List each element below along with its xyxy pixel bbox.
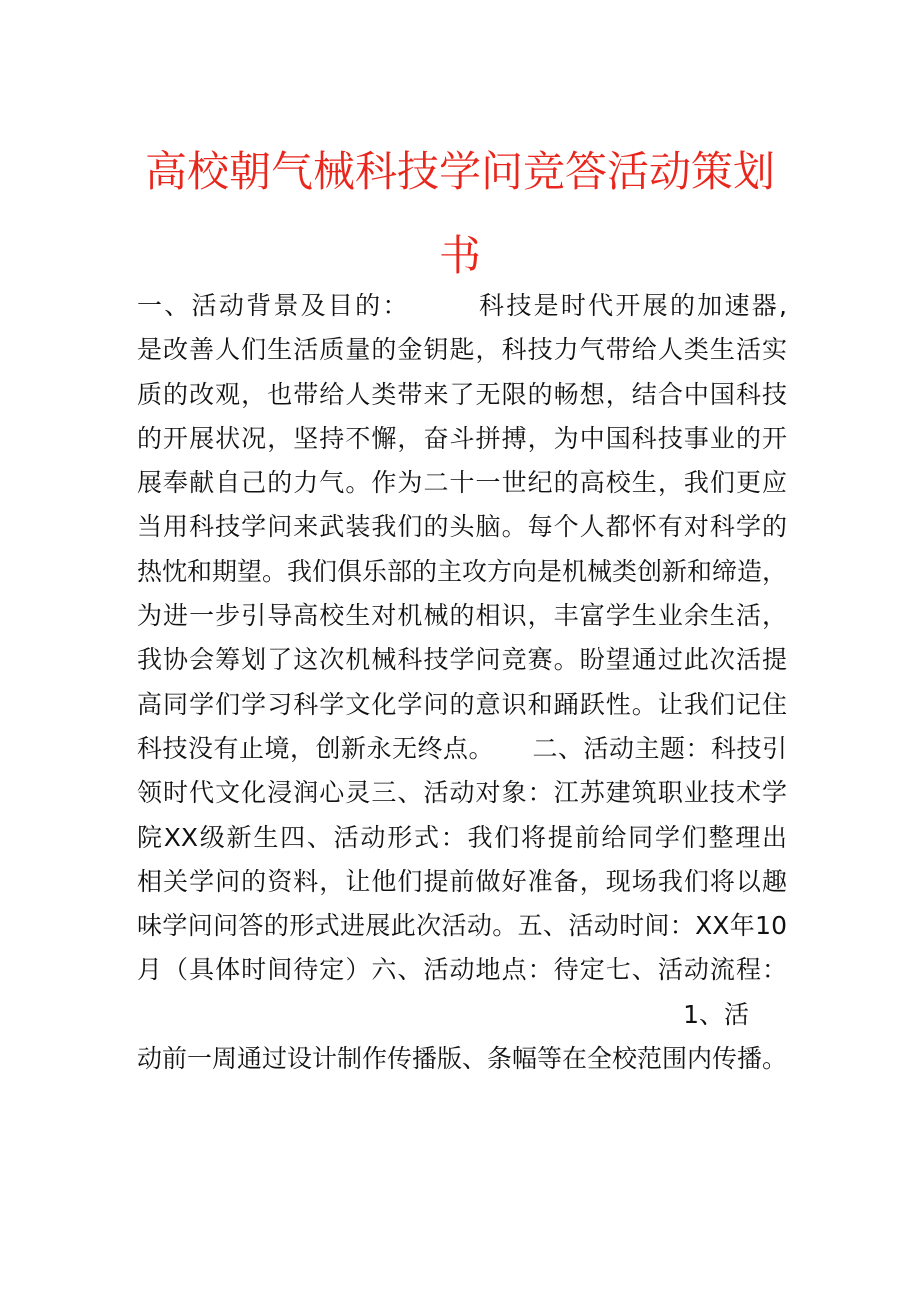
body-line: 为进一步引导高校生对机械的相识，丰富学生业余生活， xyxy=(137,601,787,631)
body-line: 科技没有止境，创新永无终点。 二、活动主题：科技引 xyxy=(137,733,787,763)
body-line: 1、活 xyxy=(683,999,749,1029)
document-body xyxy=(137,284,787,1081)
body-line: 展奉献自己的力气。作为二十一世纪的高校生，我们更应 xyxy=(137,468,787,498)
body-line: 我协会筹划了这次机械科技学问竞赛。盼望通过此次活提 xyxy=(137,645,787,675)
body-line: 味学问问答的形式进展此次活动。五、活动时间：XX年10 xyxy=(137,911,787,941)
document-title xyxy=(120,130,800,298)
body-line: 领时代文化浸润心灵三、活动对象：江苏建筑职业技术学 xyxy=(137,778,787,808)
body-line: 当用科技学问来武装我们的头脑。每个人都怀有对科学的 xyxy=(137,512,787,542)
title-line-2: 书 xyxy=(438,231,481,280)
body-line: 院XX级新生四、活动形式：我们将提前给同学们整理出 xyxy=(137,822,787,852)
body-line: 相关学问的资料，让他们提前做好准备，现场我们将以趣 xyxy=(137,866,787,896)
title-line-1: 高校朝气械科技学问竞答活动策划 xyxy=(144,147,775,196)
body-line: 一、活动背景及目的： 科技是时代开展的加速器, xyxy=(137,291,787,320)
body-line: 动前一周通过设计制作传播版、条幅等在全校范围内传播。 xyxy=(137,1044,788,1074)
body-line: 是改善人们生活质量的金钥匙，科技力气带给人类生活实 xyxy=(137,335,787,365)
body-line: 热忱和期望。我们俱乐部的主攻方向是机械类创新和缔造， xyxy=(137,556,788,586)
body-line: 的开展状况，坚持不懈，奋斗拼搏，为中国科技事业的开 xyxy=(137,423,787,453)
body-line: 高同学们学习科学文化学问的意识和踊跃性。让我们记住 xyxy=(137,689,787,719)
body-line: 月（具体时间待定）六、活动地点：待定七、活动流程： xyxy=(137,955,787,985)
body-line: 质的改观，也带给人类带来了无限的畅想，结合中国科技 xyxy=(137,379,787,409)
